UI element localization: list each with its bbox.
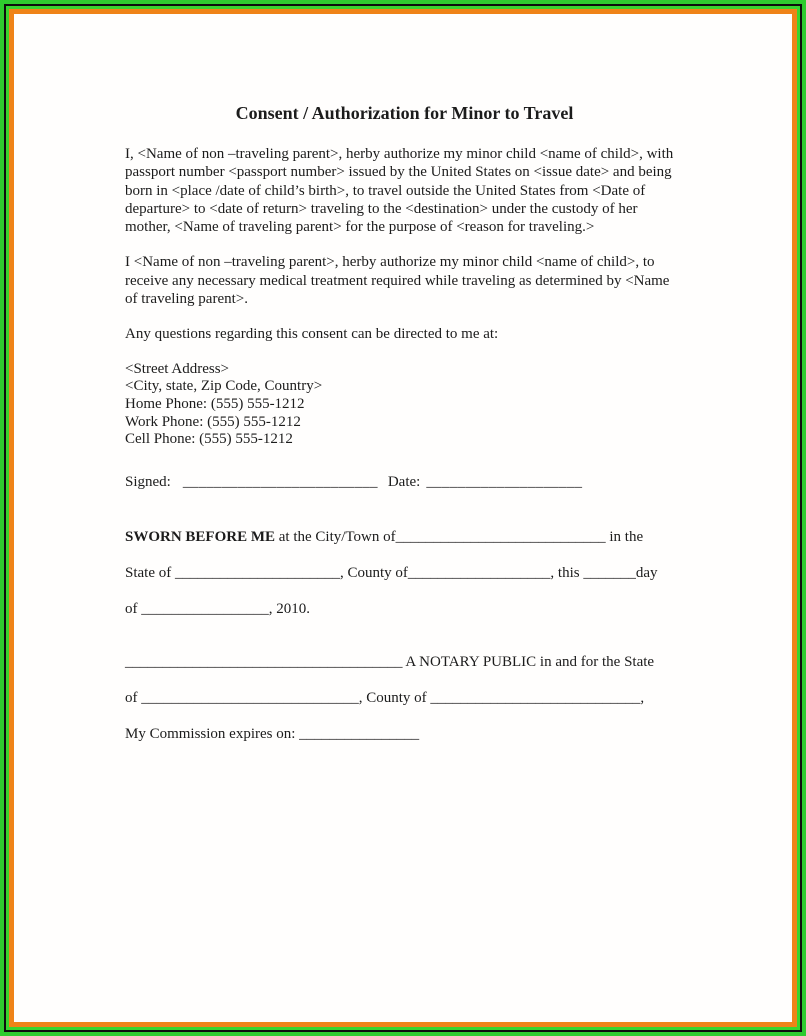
paragraph-consent-travel: I, <Name of non –traveling parent>, herby authorize my minor child <name of child>, with passport number <passport number> issued by the United States on <issue date> and being born in <place /date of child’s birth>, to travel outside the United States from <Date of departure> to <date of return> traveling to the <destination> under the custody of her mother, <Name of traveling parent> for the purpose of <reason for traveling.>: [125, 146, 674, 236]
page-frame-green-inner: [6, 6, 800, 1030]
sworn-statement-block: [125, 528, 684, 619]
document-body: [14, 14, 792, 744]
contact-city: <City, state, Zip Code, Country>: [125, 378, 323, 395]
signature-row: [125, 473, 684, 491]
notary-block: [125, 653, 684, 744]
sworn-before-me-label: SWORN BEFORE ME: [125, 529, 276, 546]
paragraph-questions-intro: Any questions regarding this consent can be directed to me at:: [125, 326, 499, 343]
contact-block: [125, 361, 684, 450]
sworn-line-2: State of ______________________, County of___________________, this _______day: [125, 565, 658, 582]
contact-street: <Street Address>: [125, 360, 229, 377]
paragraph-consent-medical: I <Name of non –traveling parent>, herby authorize my minor child <name of child>, to receive any necessary medical treatment required while traveling as determined by <Name of traveling parent>.: [125, 254, 670, 308]
sworn-line-1: [125, 528, 684, 547]
signed-blank-line: _________________________: [182, 474, 378, 491]
page-frame-black: [4, 4, 802, 1032]
sworn-line-1-rest: at the City/Town of____________________________ in the: [275, 529, 644, 546]
signed-label: Signed:: [125, 474, 171, 491]
document-title: Consent / Authorization for Minor to Travel: [235, 103, 574, 123]
notary-line-1: _____________________________________ A NOTARY PUBLIC in and for the State: [125, 654, 655, 671]
date-label: Date:: [387, 474, 421, 491]
contact-cell-phone: Cell Phone: (555) 555-1212: [125, 431, 293, 448]
sworn-line-3: of _________________, 2010.: [125, 601, 310, 618]
notary-line-2: of _____________________________, County of ____________________________,: [125, 690, 645, 707]
contact-home-phone: Home Phone: (555) 555-1212: [125, 396, 305, 413]
notary-commission-line: My Commission expires on: ________________: [125, 726, 420, 743]
page-frame-orange: [9, 9, 797, 1027]
contact-work-phone: Work Phone: (555) 555-1212: [125, 413, 301, 430]
date-blank-line: ____________________: [426, 474, 583, 491]
